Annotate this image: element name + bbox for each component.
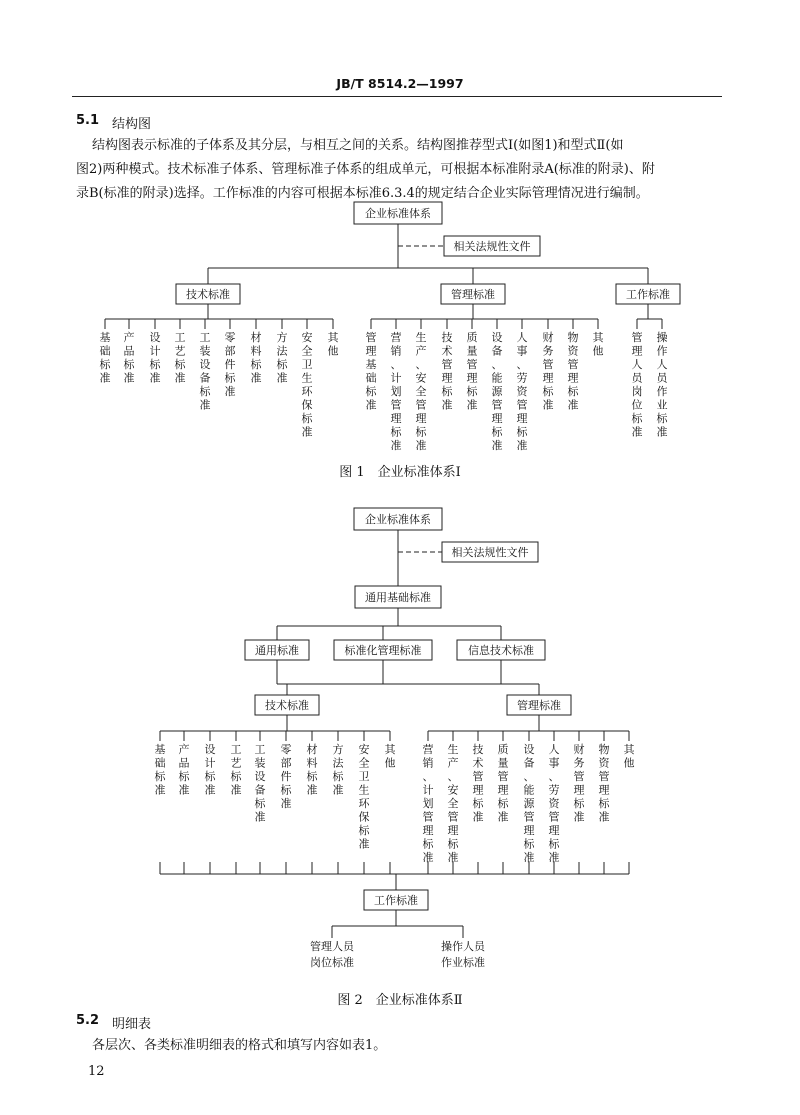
fig2-work-item-1-line1: 管理人员	[310, 940, 354, 953]
section-5-1-line-1: 结构图表示标准的子体系及其分层，与相互之间的关系。结构图推荐型式Ⅰ(如图1)和型式Ⅱ(如	[92, 138, 624, 153]
fig2-stdmgmt-label: 标准化管理标准	[344, 644, 422, 657]
fig1-mgmt-item-1: 管理基础标准	[365, 331, 377, 412]
fig2-tech-item-7: 材料标准	[306, 743, 318, 797]
fig1-tech-item-6: 零部件标准	[224, 331, 236, 398]
fig1-mgmt-item-2: 营销、计划管理标准	[390, 331, 402, 452]
fig2-mgmt-item-3: 技术管理标准	[472, 743, 484, 824]
fig1-mgmt-item-8: 财务管理标准	[542, 331, 554, 412]
fig2-tech-item-9: 安全卫生环保标准	[358, 743, 370, 851]
fig1-mgmt-item-3: 生产、安全管理标准	[415, 331, 427, 452]
fig2-tech-label: 技术标准	[265, 699, 309, 712]
page-number: 12	[88, 1064, 105, 1079]
fig1-related-label: 相关法规性文件	[453, 240, 531, 253]
fig1-work-item-2: 操作人员作业标准	[656, 331, 668, 439]
fig2-related-label: 相关法规性文件	[451, 546, 529, 559]
section-5-2-number: 5.2	[76, 1013, 100, 1028]
fig2-work-item-2-line1: 操作人员	[441, 940, 485, 953]
fig1-tech-item-9: 安全卫生环保标准	[301, 331, 313, 439]
fig1-mgmt-label: 管理标准	[451, 288, 495, 301]
fig1-tech-item-10: 其他	[327, 331, 339, 358]
document-header: JB/T 8514.2—1997	[336, 76, 464, 91]
fig2-mgmt-item-4: 质量管理标准	[497, 743, 509, 824]
fig2-mgmt-item-9: 其他	[623, 743, 635, 770]
fig1-tech-item-5: 工装设备标准	[199, 331, 211, 412]
fig2-tech-item-3: 设计标准	[204, 743, 216, 797]
fig1-mgmt-item-9: 物资管理标准	[567, 331, 579, 412]
fig1-tech-item-8: 方法标准	[276, 331, 288, 385]
fig1-root-label: 企业标准体系	[365, 207, 431, 220]
fig2-root-label: 企业标准体系	[365, 513, 431, 526]
fig2-tech-item-1: 基础标准	[154, 743, 166, 797]
fig2-tech-item-10: 其他	[384, 743, 396, 770]
fig1-tech-item-4: 工艺标准	[174, 331, 186, 385]
fig1-mgmt-item-7: 人事、劳资管理标准	[516, 331, 528, 452]
fig2-work-item-1-line2: 岗位标准	[310, 956, 354, 969]
fig2-tech-item-2: 产品标准	[178, 743, 190, 797]
fig2-infotech-label: 信息技术标准	[468, 644, 534, 657]
fig1-mgmt-item-4: 技术管理标准	[441, 331, 453, 412]
fig2-tech-item-5: 工装设备标准	[254, 743, 266, 824]
fig2-mgmt-item-2: 生产、安全管理标准	[447, 743, 459, 864]
fig1-work-label: 工作标准	[626, 288, 670, 301]
fig2-base-label: 通用基础标准	[365, 591, 431, 604]
section-5-1-line-2: 图2)两种模式。技术标准子体系、管理标准子体系的组成单元，可根据本标准附录A(标准的附录)、附	[76, 162, 655, 177]
fig1-tech-item-7: 材料标准	[250, 331, 262, 385]
section-5-1-line-3: 录B(标准的附录)选择。工作标准的内容可根据本标准6.3.4的规定结合企业实际管理情况进行编制。	[76, 186, 649, 201]
fig2-general-label: 通用标准	[255, 644, 299, 657]
fig2-mgmt-item-7: 财务管理标准	[573, 743, 585, 824]
fig2-tech-item-4: 工艺标准	[230, 743, 242, 797]
fig2-work-label: 工作标准	[374, 894, 418, 907]
section-5-1-title: 结构图	[112, 117, 152, 132]
figure-1-caption: 图 1 企业标准体系Ⅰ	[339, 465, 461, 480]
fig2-tech-item-6: 零部件标准	[280, 743, 292, 810]
fig1-mgmt-item-6: 设备、能源管理标准	[491, 331, 503, 452]
fig1-tech-item-1: 基础标准	[99, 331, 111, 385]
fig2-tech-item-8: 方法标准	[332, 743, 344, 797]
fig2-work-item-2-line2: 作业标准	[441, 956, 485, 969]
section-5-1-number: 5.1	[76, 113, 100, 128]
fig2-mgmt-label: 管理标准	[517, 699, 561, 712]
fig1-mgmt-item-5: 质量管理标准	[466, 331, 478, 412]
fig1-tech-item-2: 产品标准	[123, 331, 135, 385]
fig2-mgmt-item-8: 物资管理标准	[598, 743, 610, 824]
fig2-mgmt-item-5: 设备、能源管理标准	[523, 743, 535, 864]
fig2-mgmt-item-1: 营销、计划管理标准	[422, 743, 434, 864]
fig1-tech-label: 技术标准	[186, 288, 230, 301]
fig1-tech-item-3: 设计标准	[149, 331, 161, 385]
fig1-work-item-1: 管理人员岗位标准	[631, 331, 643, 439]
section-5-2-title: 明细表	[112, 1017, 152, 1032]
fig2-mgmt-item-6: 人事、劳资管理标准	[548, 743, 560, 864]
figure-2-caption: 图 2 企业标准体系Ⅱ	[337, 993, 463, 1008]
fig1-mgmt-item-10: 其他	[592, 331, 604, 358]
section-5-2-text: 各层次、各类标准明细表的格式和填写内容如表1。	[92, 1038, 387, 1053]
